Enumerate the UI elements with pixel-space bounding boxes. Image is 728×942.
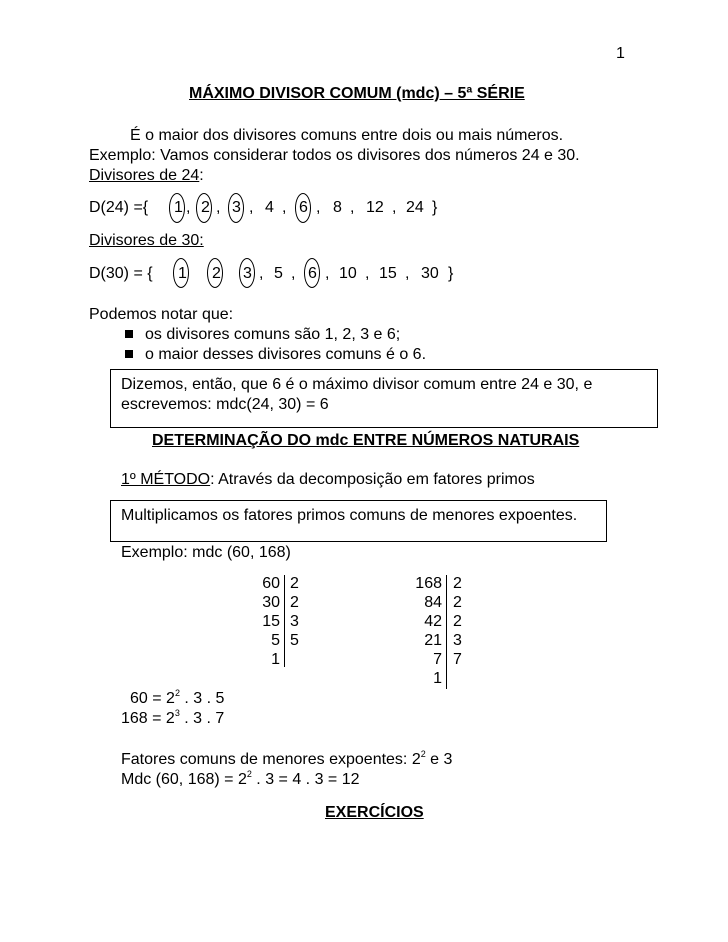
result-168-exp: 3 <box>174 708 180 718</box>
common-divisor-circle <box>196 193 212 223</box>
mdc-result-exp: 2 <box>246 769 252 779</box>
d30-suffix: } <box>448 265 454 282</box>
common-divisor-circle <box>207 258 223 288</box>
dividend: 84 <box>424 594 442 611</box>
d24-item: 2 <box>201 199 210 216</box>
d24-item: 4 <box>265 199 274 216</box>
method-text: : Através da decomposição em fatores primos <box>210 471 535 488</box>
prime-factor: 3 <box>453 632 462 649</box>
d30-item: 3 <box>243 265 252 282</box>
division-bar <box>284 575 285 667</box>
result-60 <box>130 689 224 709</box>
result-168 <box>121 709 224 729</box>
mdc-result-line <box>121 770 360 790</box>
d24-sep: , <box>282 199 287 216</box>
conclusion-line: Dizemos, então, que 6 é o máximo divisor comum entre 24 e 30, e <box>121 376 593 393</box>
d30-prefix: D(30) = { <box>89 265 153 282</box>
dividend: 15 <box>262 613 280 630</box>
bullet-icon <box>125 330 133 338</box>
common-factors-exp: 2 <box>420 749 426 759</box>
d30-item: 30 <box>421 265 439 282</box>
prime-factor: 2 <box>290 594 299 611</box>
mdc-result-text: Mdc (60, 168) = 2 <box>121 771 247 788</box>
result-60-exp: 2 <box>174 688 180 698</box>
notes-intro: Podemos notar que: <box>89 306 234 323</box>
dividend: 1 <box>433 670 442 687</box>
d30-item: 10 <box>339 265 357 282</box>
d24-sep: , <box>392 199 397 216</box>
prime-factor: 2 <box>453 613 462 630</box>
d24-item: 6 <box>299 199 308 216</box>
list-item <box>125 325 400 345</box>
common-factors-rest: e 3 <box>425 751 453 768</box>
dividend: 5 <box>271 632 280 649</box>
prime-factor: 5 <box>290 632 299 649</box>
d24-item: 3 <box>232 199 241 216</box>
divisors-24-heading-text: Divisores de 24 <box>89 167 200 184</box>
divisors-24-heading-colon: : <box>199 167 204 184</box>
common-factors-line <box>121 750 452 770</box>
example-label: Exemplo: mdc (60, 168) <box>121 544 291 561</box>
exercises-title: EXERCÍCIOS <box>325 804 424 821</box>
d24-suffix: } <box>432 199 438 216</box>
d24-item: 8 <box>333 199 342 216</box>
d30-item: 1 <box>178 265 187 282</box>
page-title: MÁXIMO DIVISOR COMUM (mdc) – 5ª SÉRIE <box>189 85 525 102</box>
division-bar <box>446 575 447 689</box>
dividend: 168 <box>415 575 442 592</box>
d30-sep: , <box>405 265 410 282</box>
result-168-lhs: 168 = 2 <box>121 710 175 727</box>
example-intro: Exemplo: Vamos considerar todos os divisores dos números 24 e 30. <box>89 147 580 164</box>
prime-factor: 2 <box>290 575 299 592</box>
d24-sep: , <box>216 199 221 216</box>
common-factors-text: Fatores comuns de menores expoentes: 2 <box>121 751 421 768</box>
page-number: 1 <box>616 45 625 62</box>
method-label: 1º MÉTODO <box>121 471 211 488</box>
dividend: 42 <box>424 613 442 630</box>
mdc-result-rest: . 3 = 4 . 3 = 12 <box>251 771 360 788</box>
d24-item: 12 <box>366 199 384 216</box>
dividend: 21 <box>424 632 442 649</box>
method-rule: Multiplicamos os fatores primos comuns de menores expoentes. <box>121 507 578 524</box>
method-heading <box>121 470 535 490</box>
list-item <box>125 345 426 365</box>
definition-text: É o maior dos divisores comuns entre dois ou mais números. <box>130 127 564 144</box>
common-divisor-circle <box>239 258 255 288</box>
list-item-text: os divisores comuns são 1, 2, 3 e 6; <box>145 326 401 343</box>
d30-item: 5 <box>274 265 283 282</box>
divisors-24-heading <box>89 166 204 186</box>
d30-item: 6 <box>308 265 317 282</box>
result-60-lhs: 60 = 2 <box>130 690 175 707</box>
d30-sep: , <box>325 265 330 282</box>
conclusion-line: escrevemos: mdc(24, 30) = 6 <box>121 396 329 413</box>
d24-prefix: D(24) ={ <box>89 199 149 216</box>
common-divisor-circle <box>169 193 185 223</box>
dividend: 60 <box>262 575 280 592</box>
d24-item: 1 <box>174 199 183 216</box>
section-title: DETERMINAÇÃO DO mdc ENTRE NÚMEROS NATURAIS <box>152 432 580 449</box>
d24-sep: , <box>316 199 321 216</box>
common-divisor-circle <box>228 193 244 223</box>
list-item-text: o maior desses divisores comuns é o 6. <box>145 346 427 363</box>
divisors-30-heading: Divisores de 30: <box>89 232 204 249</box>
common-divisor-circle <box>295 193 311 223</box>
result-168-rest: . 3 . 7 <box>179 710 225 727</box>
d30-sep: , <box>365 265 370 282</box>
prime-factor: 2 <box>453 594 462 611</box>
dividend: 7 <box>433 651 442 668</box>
prime-factor: 2 <box>453 575 462 592</box>
d30-sep: , <box>259 265 264 282</box>
prime-factor: 3 <box>290 613 299 630</box>
d24-sep: , <box>350 199 355 216</box>
d24-sep: , <box>249 199 254 216</box>
bullet-icon <box>125 350 133 358</box>
d24-item: 24 <box>406 199 424 216</box>
d30-sep: , <box>291 265 296 282</box>
dividend: 30 <box>262 594 280 611</box>
d24-sep: , <box>186 199 191 216</box>
d30-item: 2 <box>212 265 221 282</box>
d30-item: 15 <box>379 265 397 282</box>
common-divisor-circle <box>173 258 189 288</box>
common-divisor-circle <box>304 258 320 288</box>
dividend: 1 <box>271 651 280 668</box>
prime-factor: 7 <box>453 651 462 668</box>
result-60-rest: . 3 . 5 <box>179 690 225 707</box>
